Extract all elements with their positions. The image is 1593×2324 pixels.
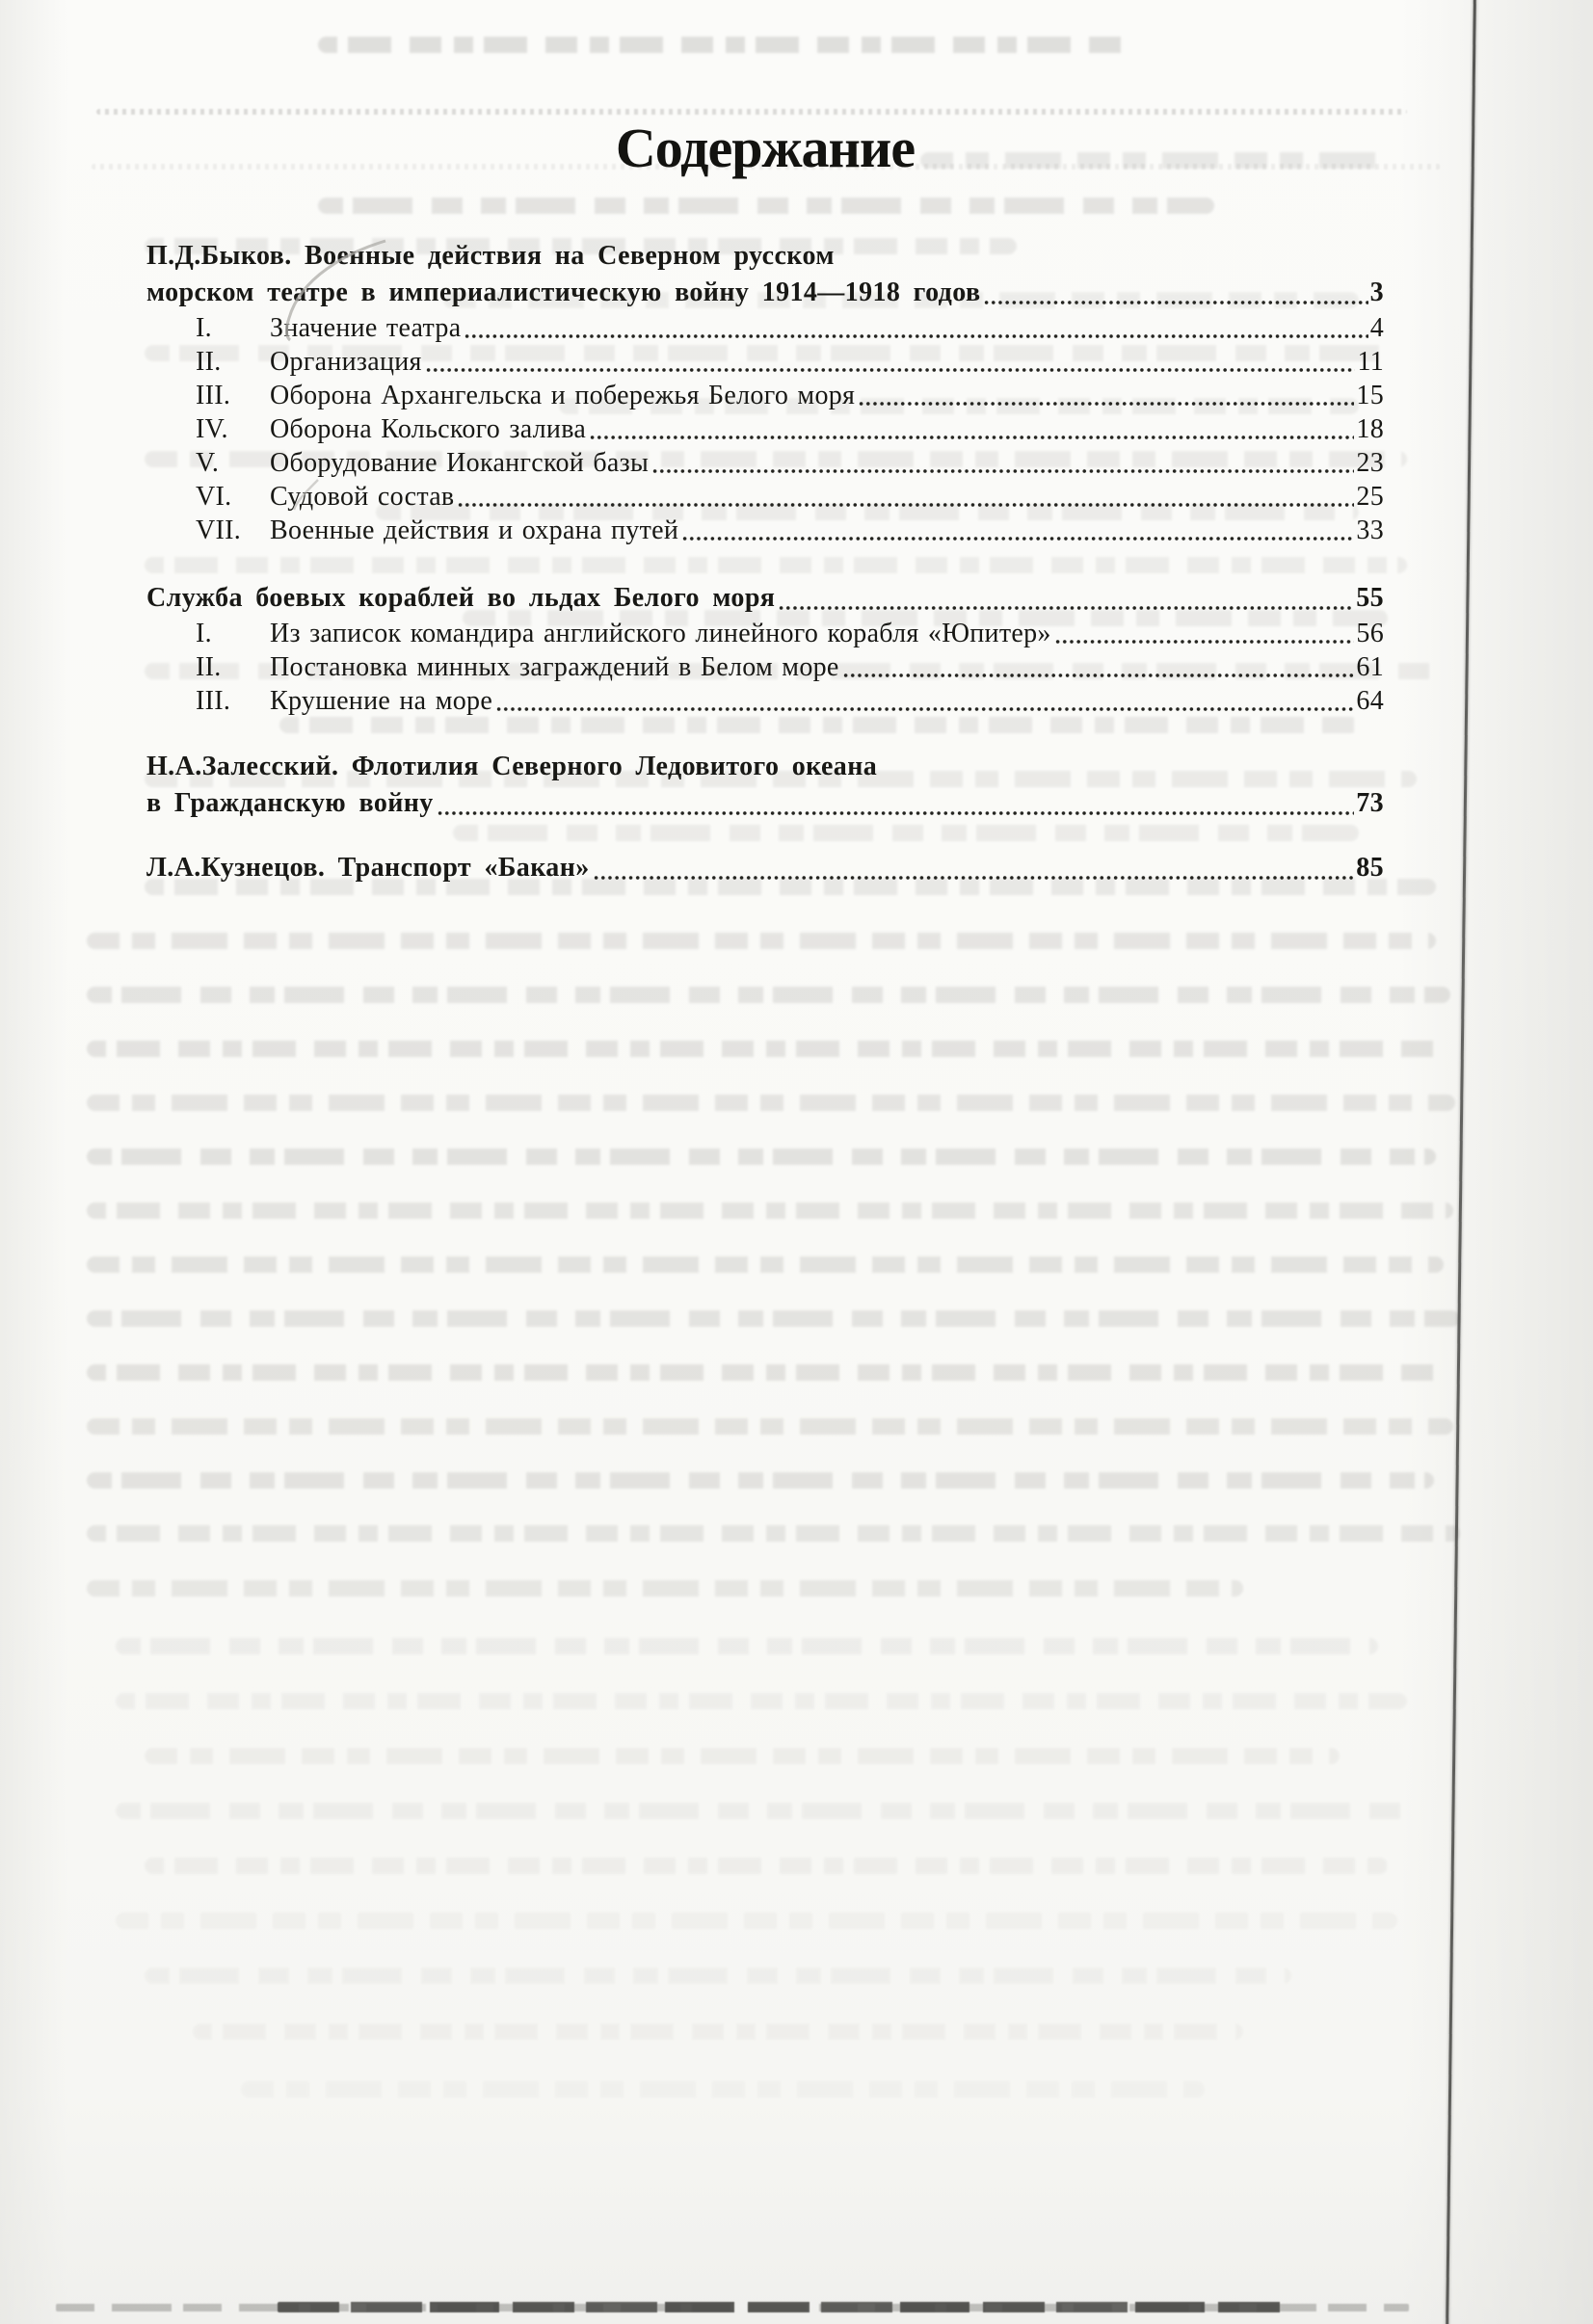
- bleedthrough-line: [87, 1202, 1453, 1219]
- dot-leader: [495, 684, 1356, 718]
- toc-heading-line: [146, 850, 1384, 886]
- toc-page-number: 3: [1369, 277, 1384, 307]
- dot-leader: [464, 311, 1369, 345]
- toc-item: [146, 617, 1384, 650]
- toc-page-number: 18: [1356, 414, 1384, 444]
- bleedthrough-line: [116, 1638, 1378, 1654]
- toc-item-numeral: III.: [196, 381, 231, 410]
- toc-page-number: 55: [1356, 583, 1384, 613]
- toc-item: [146, 379, 1384, 412]
- dot-leader: [842, 650, 1357, 684]
- toc-page-number: 73: [1356, 788, 1384, 818]
- toc-item: [146, 514, 1384, 547]
- dot-leader: [651, 446, 1356, 480]
- bleedthrough-line: [116, 1803, 1412, 1819]
- bleedthrough-line: [87, 933, 1436, 949]
- dot-leader: [589, 412, 1356, 446]
- toc-item-numeral: I.: [196, 619, 212, 648]
- toc-heading-text: Л.А.Кузнецов. Транспорт «Бакан»: [146, 853, 590, 883]
- dot-leader: [425, 345, 1358, 379]
- toc-item-label: Военные действия и охрана путей: [270, 515, 679, 545]
- toc-item-label: Крушение на море: [270, 686, 493, 716]
- bleedthrough-line: [193, 2023, 1243, 2040]
- bleedthrough-line: [318, 198, 1214, 214]
- toc-heading-line: [146, 580, 1384, 617]
- toc-item-label: Постановка минных заграждений в Белом море: [270, 652, 839, 682]
- dot-leader: [681, 514, 1356, 547]
- toc-item-numeral: III.: [196, 686, 231, 716]
- toc-item-label: Организация: [270, 347, 422, 377]
- toc-item: [146, 684, 1384, 718]
- bleedthrough-line: [87, 987, 1450, 1003]
- toc-section: [146, 850, 1384, 886]
- scan-bottom-edge-faint: [56, 2304, 1409, 2311]
- bleedthrough-line: [87, 1256, 1444, 1273]
- bleedthrough-line: [87, 1095, 1455, 1111]
- toc-item-numeral: V.: [196, 448, 220, 478]
- toc-page-number: 85: [1356, 853, 1384, 883]
- toc-heading-line: [146, 238, 1384, 275]
- bleedthrough-line: [241, 2081, 1205, 2098]
- scan-gutter-line: [1446, 0, 1476, 2324]
- dot-leader: [778, 580, 1356, 617]
- toc-heading-text: Служба боевых кораблей во льдах Белого моря: [146, 583, 776, 613]
- bleedthrough-line: [87, 1525, 1460, 1542]
- toc-item-numeral: I.: [196, 313, 212, 343]
- bleedthrough-line: [87, 1149, 1436, 1165]
- toc-page-number: 23: [1356, 448, 1384, 478]
- dot-leader: [983, 275, 1369, 311]
- page-title: Содержание: [615, 117, 916, 179]
- bleedthrough-line: [318, 37, 1128, 53]
- toc-item-label: Значение театра: [270, 313, 462, 343]
- bleedthrough-line: [145, 1967, 1291, 1984]
- dot-leader: [858, 379, 1356, 412]
- dot-leader: [437, 785, 1356, 822]
- toc-item-numeral: II.: [196, 652, 222, 682]
- toc-item: [146, 311, 1384, 345]
- bleedthrough-line: [87, 1580, 1243, 1597]
- dot-leader: [1054, 617, 1357, 650]
- toc-item-label: Судовой состав: [270, 482, 455, 512]
- toc-page-number: 11: [1357, 347, 1384, 377]
- toc-heading-line: [146, 785, 1384, 822]
- toc-page-number: 61: [1356, 652, 1384, 682]
- toc-item-label: Оборудование Иокангской базы: [270, 448, 650, 478]
- toc-item-label: Оборона Кольского залива: [270, 414, 587, 444]
- bleedthrough-line: [87, 1418, 1453, 1435]
- bleedthrough-line: [87, 1472, 1434, 1489]
- bleedthrough-line: [96, 109, 1407, 115]
- toc-item: [146, 650, 1384, 684]
- toc-heading-line: [146, 749, 1384, 785]
- toc-item: [146, 480, 1384, 514]
- toc-page-number: 33: [1356, 515, 1384, 545]
- toc-page-number: 15: [1356, 381, 1384, 410]
- toc-page-number: 25: [1356, 482, 1384, 512]
- bleedthrough-line: [87, 1310, 1460, 1327]
- table-of-contents: [146, 238, 1384, 886]
- bleedthrough-line: [145, 1748, 1340, 1764]
- bleedthrough-line: [116, 1913, 1397, 1929]
- toc-page-number: 4: [1369, 313, 1384, 343]
- toc-section: [146, 238, 1384, 547]
- bleedthrough-line: [116, 1693, 1407, 1709]
- toc-item-label: Из записок командира английского линейного корабля «Юпитер»: [270, 619, 1051, 648]
- toc-section: [146, 749, 1384, 822]
- toc-heading-text: морском театре в империалистическую войну 1914—1918 годов: [146, 277, 981, 307]
- toc-heading-text: в Гражданскую войну: [146, 788, 434, 818]
- toc-item: [146, 345, 1384, 379]
- toc-heading-text: Н.А.Залесский. Флотилия Северного Ледовитого океана: [146, 752, 878, 781]
- bleedthrough-line: [145, 1858, 1388, 1874]
- toc-item-numeral: VI.: [196, 482, 232, 512]
- toc-item: [146, 412, 1384, 446]
- bleedthrough-line: [87, 1364, 1441, 1381]
- toc-item-numeral: IV.: [196, 414, 228, 444]
- toc-page-number: 64: [1356, 686, 1384, 716]
- toc-item: [146, 446, 1384, 480]
- toc-heading-line: [146, 275, 1384, 311]
- toc-item-numeral: II.: [196, 347, 222, 377]
- toc-item-numeral: VII.: [196, 515, 242, 545]
- bleedthrough-line: [87, 1041, 1441, 1057]
- toc-item-label: Оборона Архангельска и побережья Белого моря: [270, 381, 856, 410]
- toc-section: [146, 580, 1384, 718]
- dot-leader: [593, 850, 1357, 886]
- toc-heading-text: П.Д.Быков. Военные действия на Северном русском: [146, 241, 835, 271]
- dot-leader: [457, 480, 1356, 514]
- toc-page-number: 56: [1356, 619, 1384, 648]
